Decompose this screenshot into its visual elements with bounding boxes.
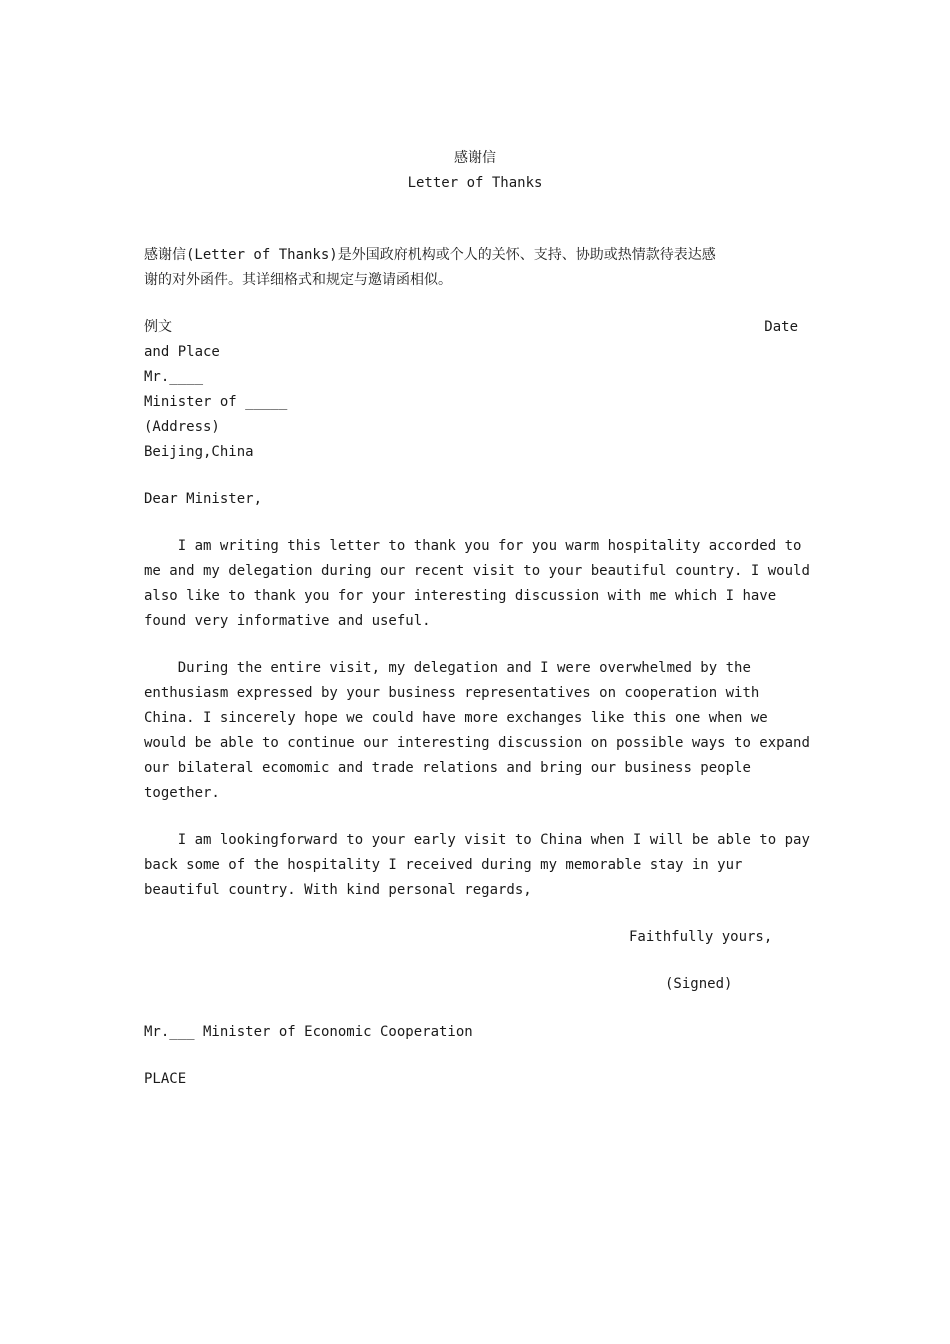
paragraph3-line-1: I am lookingforward to your early visit to China when I will be able to pay	[144, 832, 810, 848]
signatory: Mr.___ Minister of Economic Cooperation	[144, 1024, 473, 1040]
paragraph3-line-2: back some of the hospitality I received during my memorable stay in yur	[144, 857, 743, 873]
paragraph1-line-4: found very informative and useful.	[144, 613, 431, 629]
address-line-4: (Address)	[144, 419, 220, 435]
address-line-5: Beijing,China	[144, 444, 254, 460]
paragraph2-line-4: would be able to continue our interesting discussion on possible ways to expand	[144, 735, 810, 751]
address-line-3: Minister of _____	[144, 394, 288, 410]
intro-line-1: 感谢信(Letter of Thanks)是外国政府机构或个人的关怀、支持、协助或热情款待表达感	[144, 247, 716, 263]
paragraph3-line-3: beautiful country. With kind personal regards,	[144, 882, 532, 898]
date-label: Date	[764, 319, 798, 335]
paragraph2-line-3: China. I sincerely hope we could have more exchanges like this one when we	[144, 710, 768, 726]
title-chinese: 感谢信	[454, 150, 496, 166]
signed: (Signed)	[665, 976, 733, 992]
address-line-1: and Place	[144, 344, 220, 360]
intro-line-2: 谢的对外函件。其详细格式和规定与邀请函相似。	[144, 272, 452, 288]
title-english: Letter of Thanks	[407, 175, 543, 191]
address-line-2: Mr.____	[144, 369, 204, 385]
paragraph2-line-2: enthusiasm expressed by your business representatives on cooperation with	[144, 685, 760, 701]
paragraph1-line-2: me and my delegation during our recent visit to your beautiful country. I would	[144, 563, 810, 579]
paragraph2-line-1: During the entire visit, my delegation and I were overwhelmed by the	[144, 660, 751, 676]
closing: Faithfully yours,	[629, 929, 773, 945]
example-label: 例文	[144, 319, 172, 335]
paragraph1-line-1: I am writing this letter to thank you for you warm hospitality accorded to	[144, 538, 802, 554]
place: PLACE	[144, 1071, 187, 1087]
paragraph1-line-3: also like to thank you for your interesting discussion with me which I have	[144, 588, 777, 604]
salutation: Dear Minister,	[144, 491, 263, 507]
paragraph2-line-6: together.	[144, 785, 220, 801]
paragraph2-line-5: our bilateral ecomomic and trade relations and bring our business people	[144, 760, 751, 776]
